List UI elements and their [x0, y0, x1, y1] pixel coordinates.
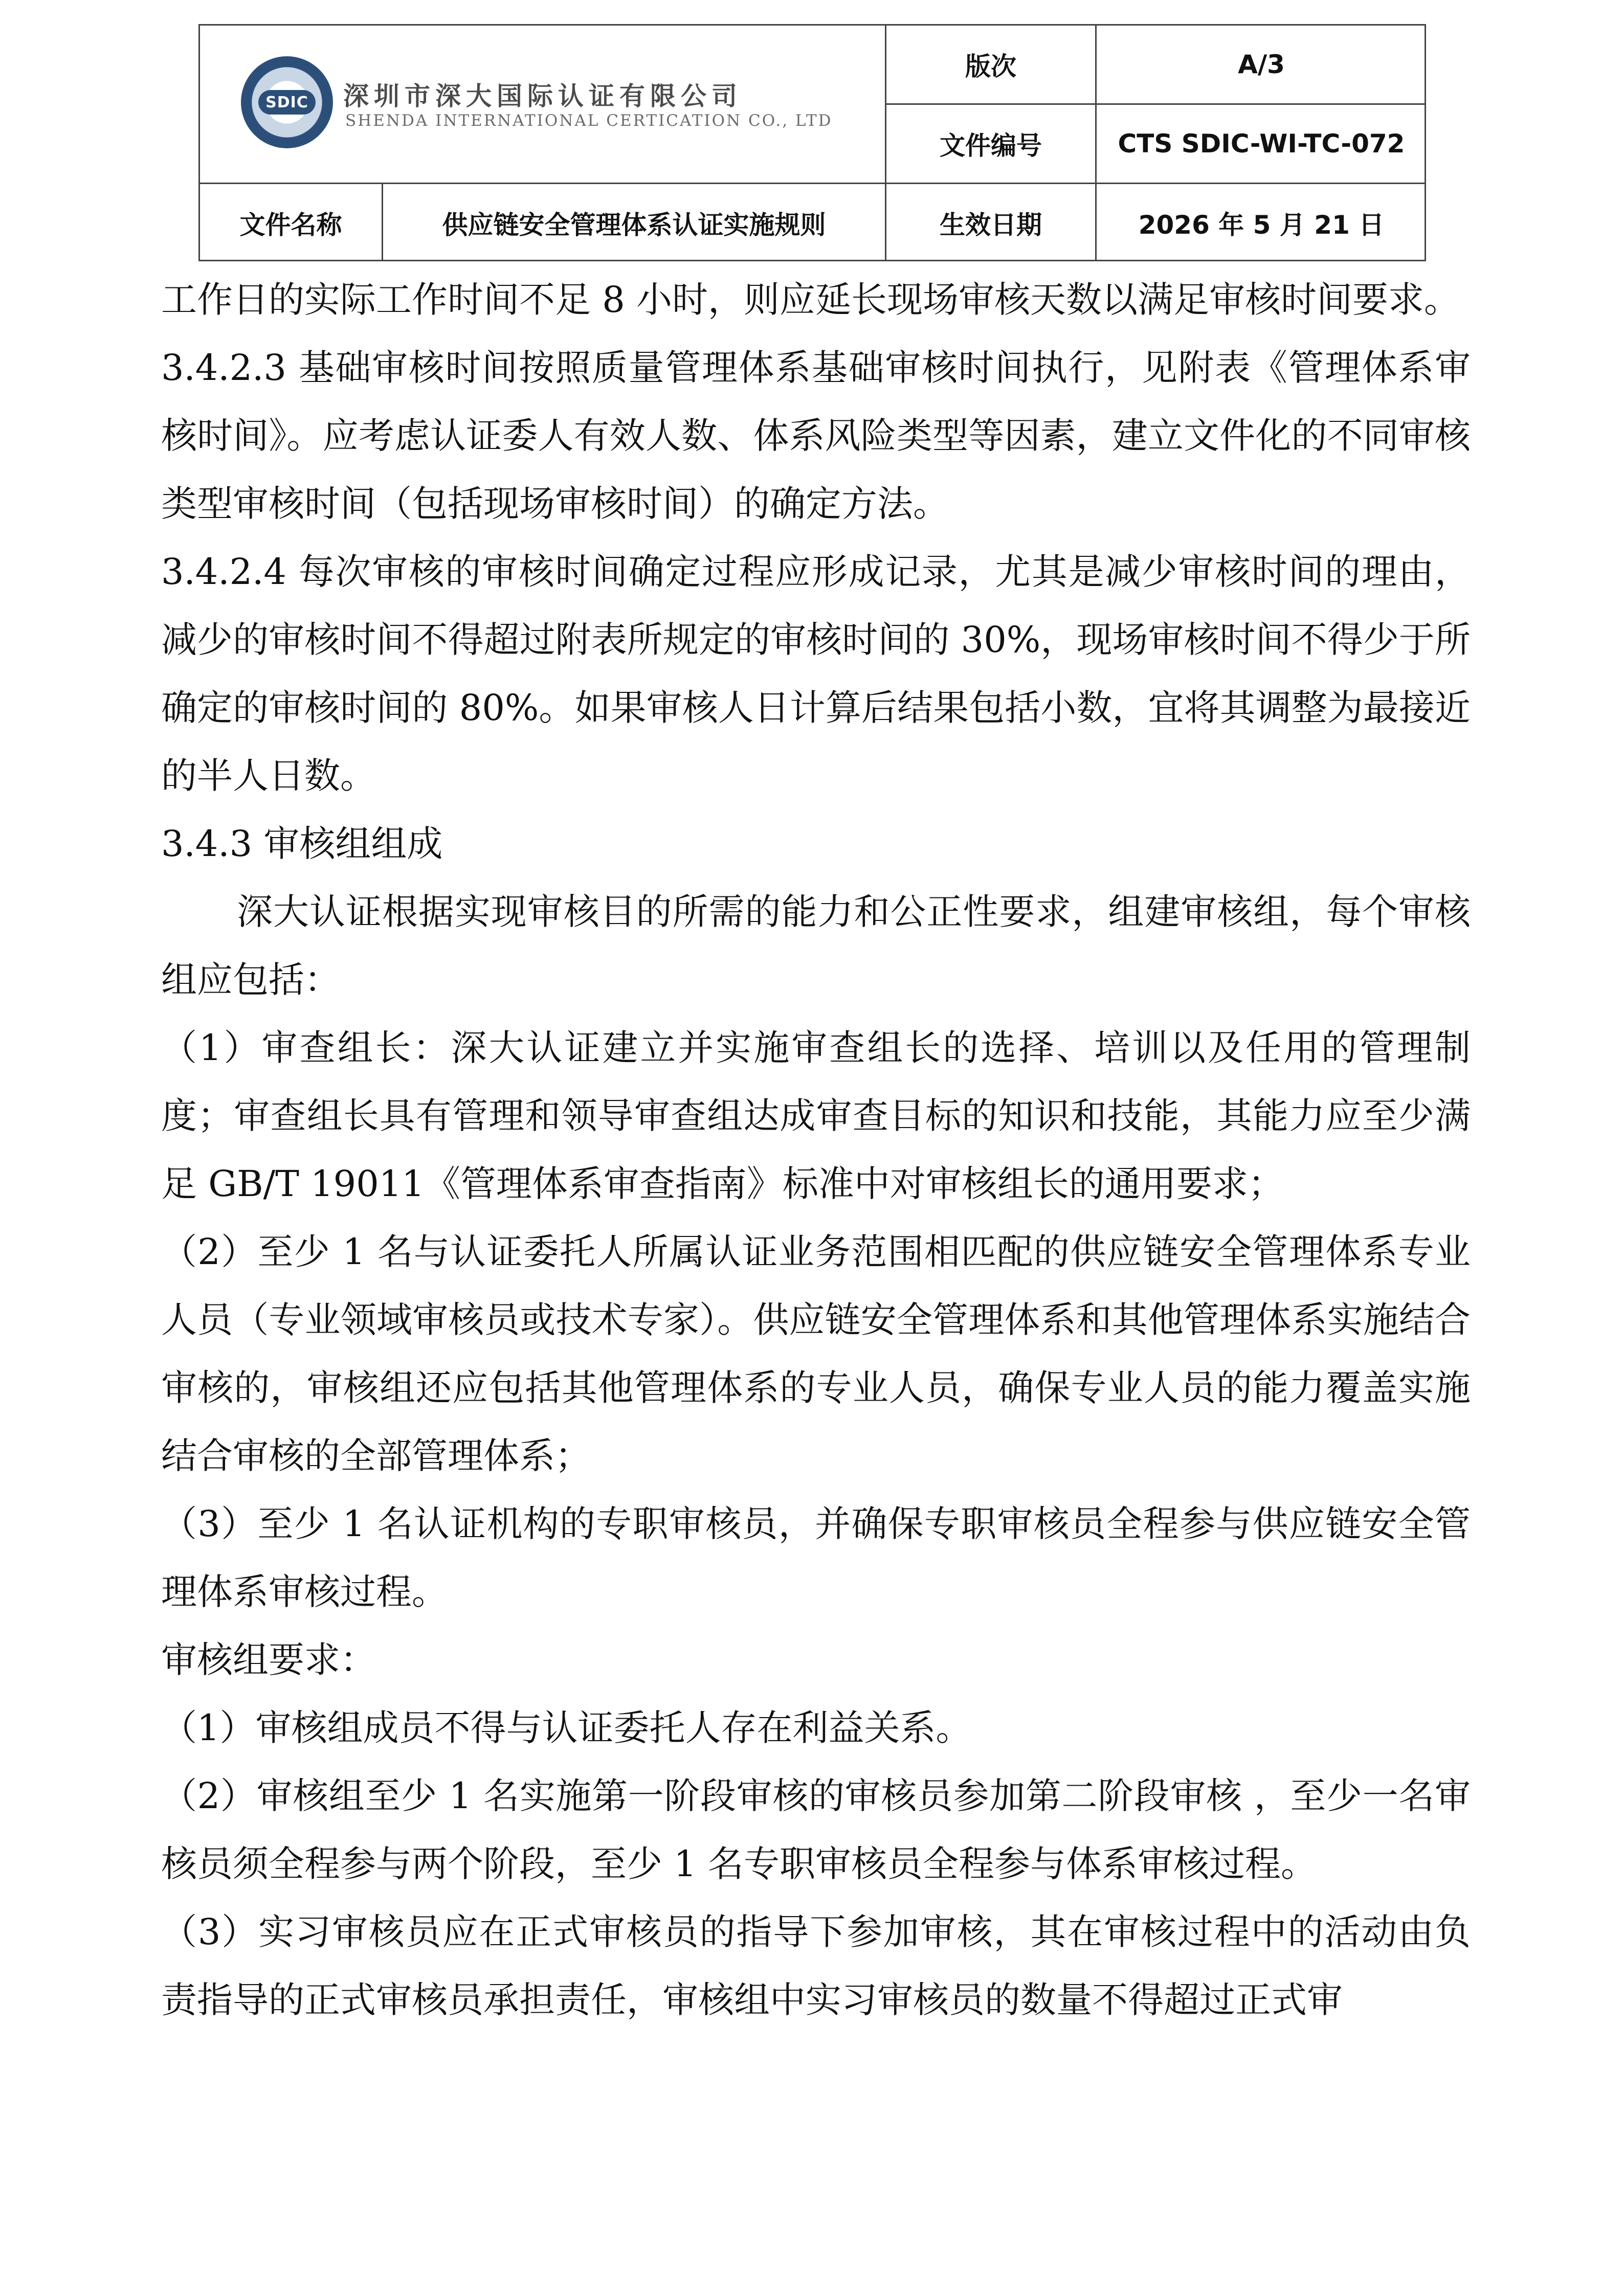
- subheading: 审核组要求：: [161, 1639, 376, 1681]
- company-logo: [241, 56, 855, 159]
- paragraph: 3.4.2.3 基础审核时间按照质量管理体系基础审核时间执行，见附表《管理体系审核时间》。应考虑认证委人有效人数、体系风险类型等因素，建立文件化的不同审核类型审核时间（包括现场审核时间）的确定方法。: [161, 347, 1471, 525]
- paragraph: 深大认证根据实现审核目的所需的能力和公正性要求，组建审核组，每个审核组应包括：: [161, 891, 1471, 1001]
- company-name-en: SHENDA INTERNATIONAL CERTICATION CO., LTD: [345, 111, 833, 130]
- list-item: （1）审核组成员不得与认证委托人存在利益关系。: [161, 1707, 972, 1749]
- document-number-value: CTS SDIC-WI-TC-072: [1118, 129, 1405, 159]
- effective-date-value: 2026 年 5 月 21 日: [1138, 210, 1385, 240]
- edition-value: A/3: [1238, 50, 1285, 79]
- document-name-value: 供应链安全管理体系认证实施规则: [442, 210, 826, 240]
- section-heading: 3.4.3 审核组组成: [161, 823, 443, 865]
- effective-date-label: 生效日期: [940, 210, 1042, 240]
- edition-label: 版次: [965, 52, 1016, 81]
- document-body: [161, 266, 1471, 2034]
- paragraph: 3.4.2.4 每次审核的审核时间确定过程应形成记录，尤其是减少审核时间的理由，减少的审核时间不得超过附表所规定的审核时间的 30%，现场审核时间不得少于所确定的审核时间的 80%。如果审核人日计算后结果包括小数，宜将其调整为最接近的半人日数。: [161, 551, 1471, 797]
- paragraph: 工作日的实际工作时间不足 8 小时，则应延长现场审核天数以满足审核时间要求。: [161, 279, 1460, 321]
- list-item: （3）至少 1 名认证机构的专职审核员，并确保专职审核员全程参与供应链安全管理体系审核过程。: [161, 1503, 1471, 1613]
- logo-mark: SDIC: [258, 90, 316, 115]
- list-item: （1）审查组长：深大认证建立并实施审查组长的选择、培训以及任用的管理制度；审查组长具有管理和领导审查组达成审查目标的知识和技能，其能力应至少满足 GB/T 19011《管理体系审查指南》标准中对审核组长的通用要求；: [161, 1027, 1471, 1205]
- list-item: （3）实习审核员应在正式审核员的指导下参加审核，其在审核过程中的活动由负责指导的正式审核员承担责任，审核组中实习审核员的数量不得超过正式审: [161, 1911, 1471, 2021]
- list-item: （2）审核组至少 1 名实施第一阶段审核的审核员参加第二阶段审核 ，至少一名审核员须全程参与两个阶段，至少 1 名专职审核员全程参与体系审核过程。: [161, 1775, 1471, 1885]
- company-name-cn: 深圳市深大国际认证有限公司: [343, 81, 742, 111]
- document-name-label: 文件名称: [239, 210, 342, 240]
- document-header-table: [198, 24, 1426, 261]
- list-item: （2）至少 1 名与认证委托人所属认证业务范围相匹配的供应链安全管理体系专业人员（专业领域审核员或技术专家）。供应链安全管理体系和其他管理体系实施结合审核的，审核组还应包括其他管理体系的专业人员，确保专业人员的能力覆盖实施结合审核的全部管理体系；: [161, 1231, 1471, 1477]
- document-number-label: 文件编号: [940, 131, 1042, 161]
